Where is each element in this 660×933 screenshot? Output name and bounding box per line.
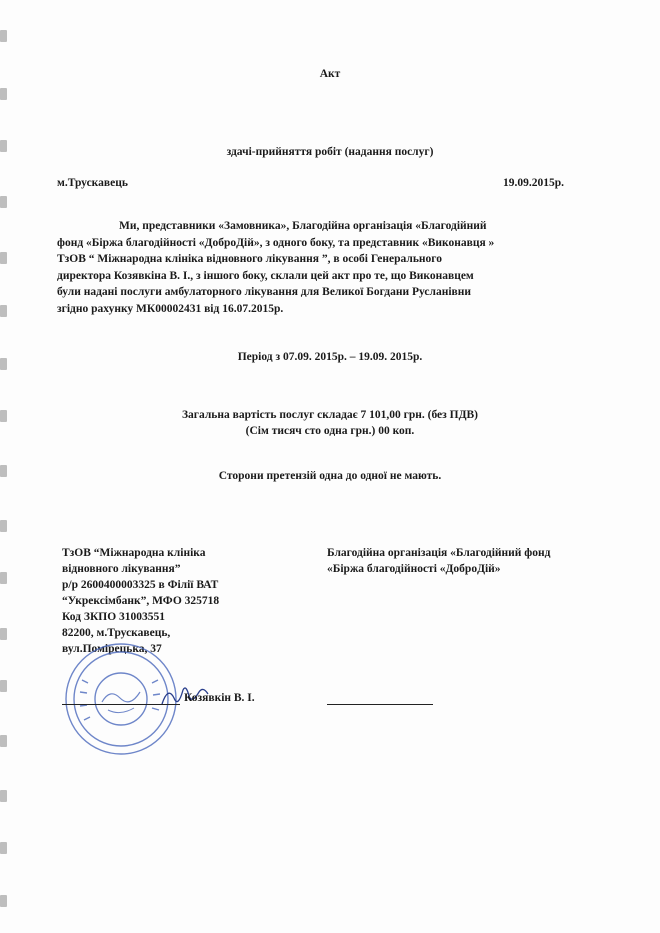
customer-signature-line bbox=[327, 704, 433, 705]
document-date: 19.09.2015р. bbox=[503, 177, 565, 189]
customer-details bbox=[327, 545, 550, 577]
body-line: Ми, представники «Замовника», Благодійна організація «Благодійний bbox=[119, 220, 487, 232]
act-body bbox=[57, 218, 597, 317]
body-line: згідно рахунку МК00002431 від 16.07.2015р. bbox=[57, 302, 284, 315]
executor-line: ТзОВ “Міжнародна клініка bbox=[62, 547, 206, 559]
no-claims-statement: Сторони претензій одна до одної не мають. bbox=[218, 470, 442, 482]
body-line: директора Козявкіна В. І., з іншого боку, склали цей акт про те, що Виконавцем bbox=[57, 269, 474, 282]
executor-line: 82200, м.Трускавець, bbox=[62, 627, 171, 639]
total-cost: Загальна вартість послуг складає 7 101,00 грн. (без ПДВ) bbox=[181, 409, 479, 421]
body-line: ТзОВ “ Міжнародна клініка відновного лікування ”, в особі Генерального bbox=[57, 253, 442, 265]
customer-line: Благодійна організація «Благодійний фонд bbox=[327, 547, 551, 559]
scan-binding-edge bbox=[0, 0, 10, 933]
service-period: Період з 07.09. 2015р. – 19.09. 2015р. bbox=[237, 351, 423, 363]
executor-line: вул.Помірецька, 37 bbox=[62, 643, 162, 655]
document-city: м.Трускавець bbox=[57, 177, 128, 189]
executor-line: р/р 2600400003325 в Філії ВАТ bbox=[62, 579, 219, 591]
executor-line: “Укрексімбанк”, МФО 325718 bbox=[62, 595, 220, 607]
total-cost-words: (Сім тисяч сто одна грн.) 00 коп. bbox=[245, 425, 415, 437]
executor-line: Код ЗКПО 31003551 bbox=[62, 611, 166, 623]
document-title: Акт bbox=[319, 68, 341, 80]
body-line: фонд «Біржа благодійності «ДоброДій», з одного боку, та представник «Виконавця » bbox=[57, 236, 495, 249]
executor-signature-line bbox=[62, 704, 180, 705]
executor-signatory: Козявкін В. І. bbox=[184, 692, 255, 704]
body-line: були надані послуги амбулаторного лікування для Великої Богдани Русланівни bbox=[57, 286, 472, 298]
document-subtitle: здачі-прийняття робіт (надання послуг) bbox=[226, 146, 434, 158]
customer-line: «Біржа благодійності «ДоброДій» bbox=[327, 563, 501, 575]
executor-line: відновного лікування” bbox=[62, 563, 181, 575]
